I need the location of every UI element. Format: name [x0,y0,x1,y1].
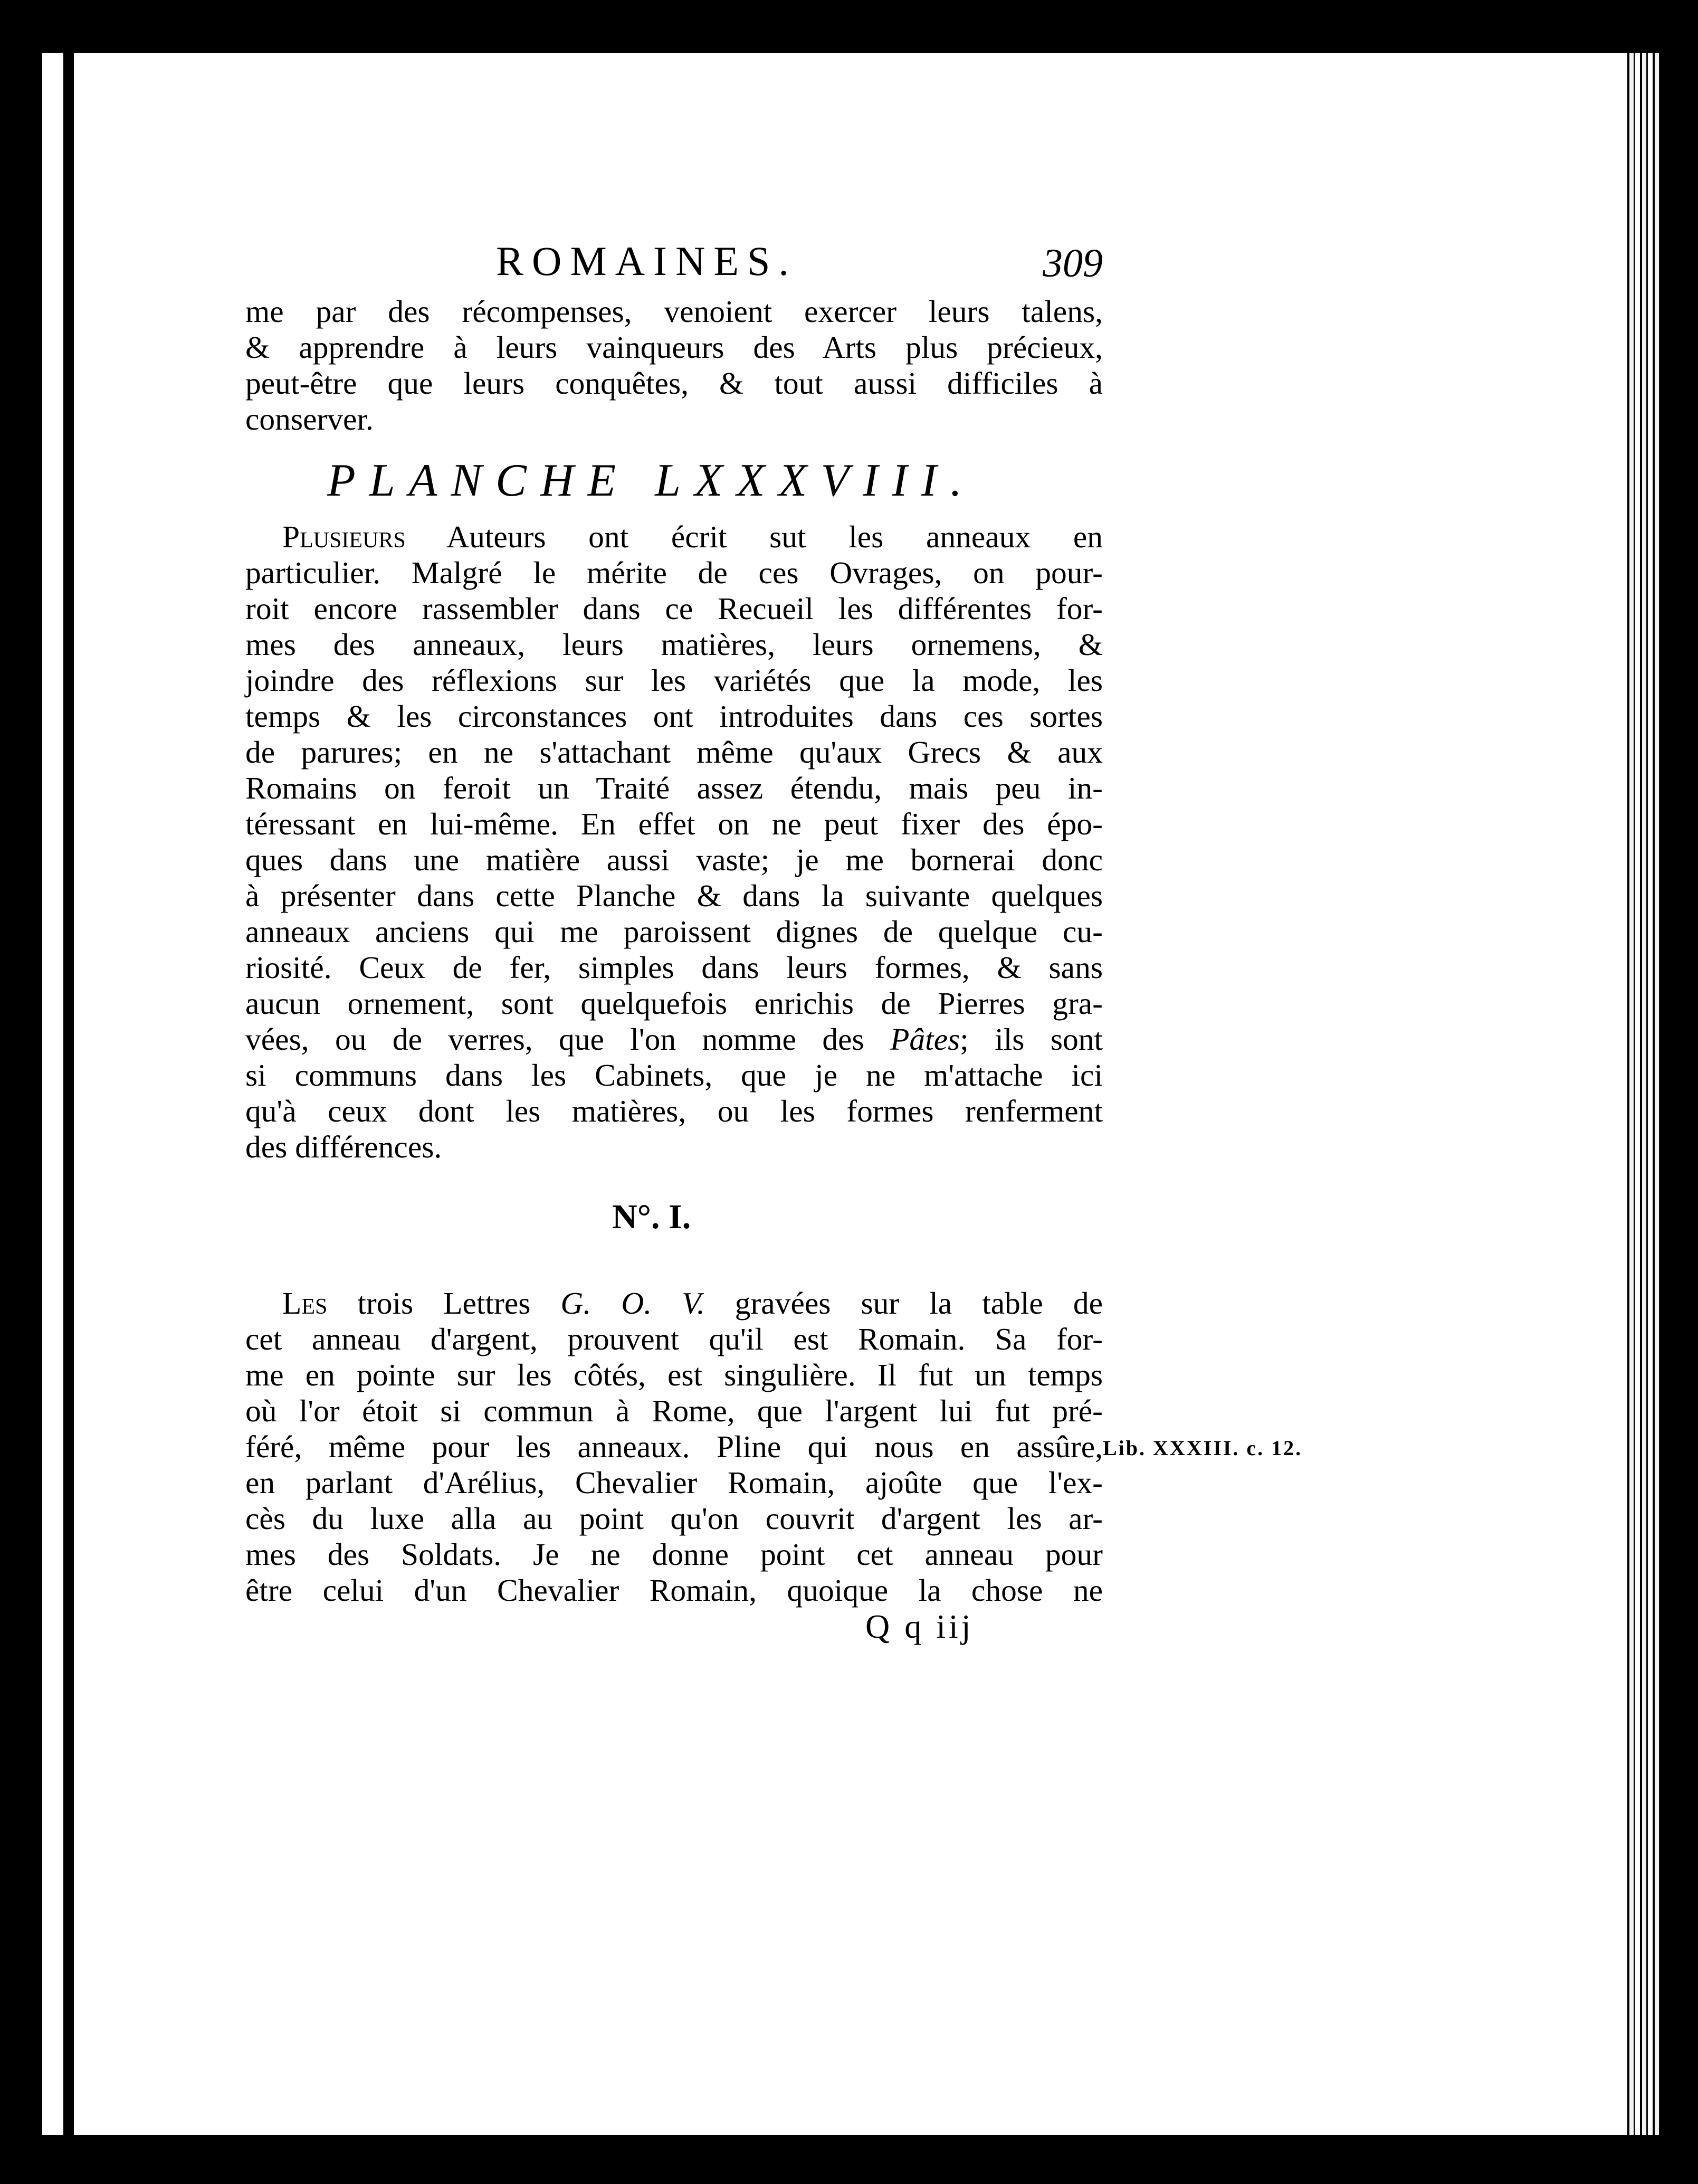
drop-word: Les [282,1286,328,1321]
text-line: peut-être que leurs conquêtes, & tout aussi difficiles à [245,366,1103,401]
text-line: ques dans une matière aussi vaste; je me bornerai donc [245,842,1103,877]
text-line: mes des anneaux, leurs matières, leurs ornemens, & [245,627,1103,662]
text-line: aucun ornement, sont quelquefois enrichis de Pierres gra- [245,986,1103,1021]
page-header [253,238,1103,296]
text-span: vées, ou de verres, que l'on nomme des [245,1022,891,1057]
text-line [245,1285,1103,1321]
text-line [245,1021,1103,1057]
text-line: particulier. Malgré le mérite de ces Ovrages, on pour- [245,555,1103,590]
text-span: trois Lettres [327,1286,561,1321]
text-line: temps & les circonstances ont introduites dans ces sortes [245,699,1103,734]
text-span: gravées sur la table de [704,1286,1103,1321]
item-paragraph [245,1285,1103,1608]
text-line: roit encore rassembler dans ce Recueil les différentes for- [245,591,1103,626]
text-span: Auteurs ont écrit sut les anneaux en [405,519,1103,554]
text-line: conserver. [245,402,374,436]
text-line: si communs dans les Cabinets, que je ne m'attache ici [245,1058,1103,1093]
text-line: en parlant d'Arélius, Chevalier Romain, ajoûte que l'ex- [245,1465,1103,1500]
top-paragraph [245,293,1103,437]
text-line: à présenter dans cette Planche & dans la suivante quelques [245,878,1103,913]
text-line: cès du luxe alla au point qu'on couvrit d'argent les ar- [245,1501,1103,1536]
text-line: où l'or étoit si commun à Rome, que l'argent lui fut pré- [245,1393,1103,1428]
text-line: téressant en lui-même. En effet on ne peut fixer des épo- [245,806,1103,841]
page-number: 309 [1043,241,1103,286]
text-line: féré, même pour les anneaux. Pline qui nous en assûre, [245,1429,1103,1464]
text-line: de parures; en ne s'attachant même qu'aux Grecs & aux [245,735,1103,770]
item-heading: N°. I. [612,1198,691,1236]
margin-note: Lib. XXXIII. c. 12. [1103,1436,1303,1460]
text-line: me par des récompenses, venoient exercer leurs talens, [245,294,1103,329]
text-line: joindre des réflexions sur les variétés que la mode, les [245,663,1103,698]
page-edge-right [1623,53,1659,2135]
text-line [245,519,1103,555]
text-line: des différences. [245,1129,442,1164]
page-edge-left [42,53,63,2135]
text-line: Romains on feroit un Traité assez étendu, mais peu in- [245,771,1103,805]
text-line: qu'à ceux dont les matières, ou les formes renferment [245,1094,1103,1128]
italic-word: Pâtes [890,1022,960,1057]
running-head: ROMAINES. [496,238,797,284]
text-line: cet anneau d'argent, prouvent qu'il est Romain. Sa for- [245,1322,1103,1356]
text-line: me en pointe sur les côtés, est singulière. Il fut un temps [245,1357,1103,1392]
text-line: riosité. Ceux de fer, simples dans leurs formes, & sans [245,950,1103,985]
plate-heading: PLANCHE LXXXVIII. [327,455,976,506]
text-span: ; ils sont [960,1022,1103,1057]
text-line: & apprendre à leurs vainqueurs des Arts plus précieux, [245,330,1103,365]
italic-letters: G. O. V. [560,1286,705,1321]
drop-word: Plusieurs [282,519,406,554]
text-line: mes des Soldats. Je ne donne point cet anneau pour [245,1537,1103,1572]
signature-mark: Q q iij [865,1608,974,1645]
plate-paragraph [245,519,1103,1165]
text-line: anneaux anciens qui me paroissent dignes de quelque cu- [245,914,1103,949]
text-line: être celui d'un Chevalier Romain, quoique la chose ne [245,1573,1103,1608]
